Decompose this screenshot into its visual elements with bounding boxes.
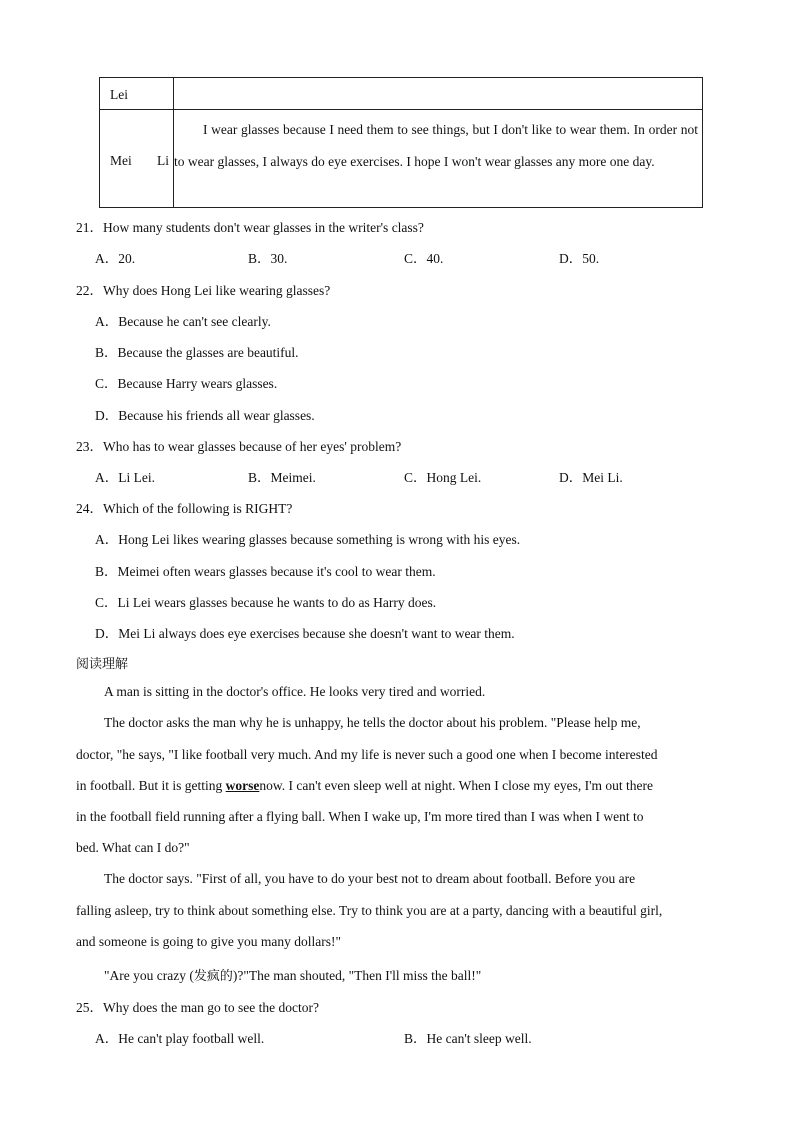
option-c[interactable]: C．Li Lei wears glasses because he wants to do as Harry does. bbox=[95, 595, 437, 610]
question-22: 22．Why does Hong Lei like wearing glasses? bbox=[76, 283, 331, 298]
table-cell-text bbox=[174, 78, 703, 110]
option-b[interactable]: B．He can't sleep well. bbox=[404, 1031, 532, 1046]
passage-text: )?"The man shouted, "Then I'll miss the ball!" bbox=[232, 968, 482, 983]
table-cell-text bbox=[174, 110, 703, 208]
student-statement: I wear glasses because I need them to see things, but I don't like to wear them. In order not to wear glasses, I always do eye exercises. I hope I won't wear glasses any more one day. bbox=[174, 122, 698, 169]
option-a[interactable]: A．Li Lei. bbox=[95, 470, 155, 485]
table-cell-name bbox=[100, 110, 174, 208]
student-name-part: Li bbox=[157, 153, 169, 168]
passage-line: in the football field running after a flying ball. When I wake up, I'm more tired than I was when I went to bbox=[76, 809, 644, 824]
passage-text: "Are you crazy ( bbox=[104, 968, 194, 983]
option-d[interactable]: D．Because his friends all wear glasses. bbox=[95, 408, 315, 423]
passage-line bbox=[76, 778, 653, 794]
option-b[interactable]: B．Meimei. bbox=[248, 470, 316, 485]
passage-line: falling asleep, try to think about something else. Try to think you are at a party, dancing with a beautiful girl, bbox=[76, 903, 663, 918]
option-c[interactable]: C．40. bbox=[404, 251, 444, 266]
passage-line: The doctor asks the man why he is unhappy, he tells the doctor about his problem. "Please help me, bbox=[104, 715, 641, 730]
student-name-part: Mei bbox=[110, 153, 132, 168]
question-24: 24．Which of the following is RIGHT? bbox=[76, 501, 293, 516]
option-d[interactable]: D．Mei Li. bbox=[559, 470, 623, 485]
option-d[interactable]: D．Mei Li always does eye exercises because she doesn't want to wear them. bbox=[95, 626, 515, 641]
option-a[interactable]: A．He can't play football well. bbox=[95, 1031, 265, 1046]
passage-line: The doctor says. "First of all, you have to do your best not to dream about football. Before you are bbox=[104, 871, 636, 886]
highlighted-word: worse bbox=[225, 778, 260, 793]
question-25: 25．Why does the man go to see the doctor? bbox=[76, 1000, 319, 1015]
question-21: 21．How many students don't wear glasses in the writer's class? bbox=[76, 220, 424, 235]
option-a[interactable]: A．Because he can't see clearly. bbox=[95, 314, 271, 329]
section-heading: 阅读理解 bbox=[76, 657, 129, 672]
table-row bbox=[100, 78, 703, 110]
option-a[interactable]: A．Hong Lei likes wearing glasses because something is wrong with his eyes. bbox=[95, 532, 521, 547]
glasses-survey-table bbox=[99, 77, 703, 208]
chinese-gloss: 发疯的 bbox=[193, 969, 233, 984]
option-b[interactable]: B．Meimei often wears glasses because it's cool to wear them. bbox=[95, 564, 436, 579]
passage-text: now. I can't even sleep well at night. When I close my eyes, I'm out there bbox=[259, 778, 653, 793]
table-cell-name bbox=[100, 78, 174, 110]
option-c[interactable]: C．Hong Lei. bbox=[404, 470, 482, 485]
passage-line: and someone is going to give you many dollars!" bbox=[76, 934, 341, 949]
option-a[interactable]: A．20. bbox=[95, 251, 136, 266]
student-name: Lei bbox=[110, 87, 128, 102]
passage-paragraph-1: A man is sitting in the doctor's office. He looks very tired and worried. bbox=[104, 684, 486, 699]
passage-line bbox=[104, 965, 481, 984]
passage-text: in football. But it is getting bbox=[76, 778, 226, 793]
passage-line: doctor, "he says, "I like football very much. And my life is never such a good one when I become interested bbox=[76, 747, 658, 762]
option-d[interactable]: D．50. bbox=[559, 251, 600, 266]
option-c[interactable]: C．Because Harry wears glasses. bbox=[95, 376, 278, 391]
option-b[interactable]: B．30. bbox=[248, 251, 288, 266]
option-b[interactable]: B．Because the glasses are beautiful. bbox=[95, 345, 299, 360]
table-row bbox=[100, 110, 703, 208]
passage-line: bed. What can I do?" bbox=[76, 840, 190, 855]
question-23: 23．Who has to wear glasses because of her eyes' problem? bbox=[76, 439, 402, 454]
